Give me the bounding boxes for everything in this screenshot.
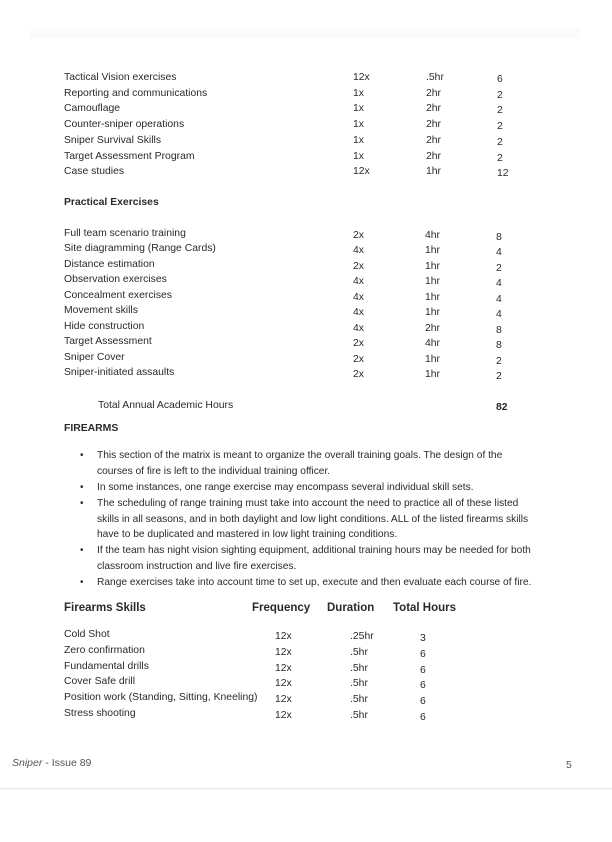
skill-cell: Movement skills xyxy=(64,305,138,317)
hours-cell: 6 xyxy=(497,74,503,85)
duration-cell: .5hr xyxy=(350,662,368,674)
duration-cell: 2hr xyxy=(426,150,442,162)
hours-cell: 8 xyxy=(496,340,502,352)
hours-cell: 6 xyxy=(420,664,426,676)
hours-cell: 2 xyxy=(497,105,503,117)
bullet-icon: • xyxy=(80,545,84,557)
duration-cell: .5hr xyxy=(350,646,368,658)
duration-cell: 1hr xyxy=(425,291,441,303)
bullet-item: • In some instances, one range exercise may encompass several individual skill sets. xyxy=(80,480,535,496)
hours-cell: 2 xyxy=(496,262,502,274)
duration-cell: 1hr xyxy=(425,245,441,257)
frequency-cell: 4x xyxy=(353,245,364,257)
skill-cell: Hide construction xyxy=(64,320,145,332)
skill-cell: Sniper Cover xyxy=(64,351,125,363)
bullet-icon: • xyxy=(80,450,84,461)
skill-cell: Zero confirmation xyxy=(64,644,145,656)
hours-cell: 12 xyxy=(497,168,509,180)
total-value: 82 xyxy=(496,402,508,413)
hours-cell: 4 xyxy=(496,293,502,305)
practical-exercises-heading: Practical Exercises xyxy=(64,197,159,208)
skill-cell: Full team scenario training xyxy=(64,228,186,239)
firearms-skills-header: Firearms Skills xyxy=(64,602,146,614)
frequency-cell: 1x xyxy=(353,119,364,131)
duration-cell: 4hr xyxy=(425,338,441,350)
duration-cell: .5hr xyxy=(350,710,368,721)
frequency-cell: 2x xyxy=(353,260,364,272)
frequency-cell: 2x xyxy=(353,230,364,241)
hours-cell: 3 xyxy=(420,633,426,644)
skill-cell: Sniper Survival Skills xyxy=(64,134,162,146)
total-label: Total Annual Academic Hours xyxy=(98,400,234,411)
duration-cell: 1hr xyxy=(425,353,441,365)
duration-cell: 2hr xyxy=(426,134,442,146)
frequency-cell: 2x xyxy=(353,369,364,381)
hours-cell: 2 xyxy=(497,136,503,148)
hours-cell: 6 xyxy=(420,696,426,708)
duration-cell: .5hr xyxy=(350,694,368,706)
duration-cell: 2hr xyxy=(426,103,442,115)
bullet-item: • Range exercises take into account time to set up, execute and then evaluate each course of fire. xyxy=(80,575,535,591)
duration-cell: 1hr xyxy=(426,166,442,178)
frequency-cell: 1x xyxy=(353,134,364,146)
frequency-cell: 12x xyxy=(275,710,292,721)
frequency-cell: 12x xyxy=(353,166,370,178)
bullet-icon: • xyxy=(80,481,84,493)
duration-cell: 2hr xyxy=(425,322,441,334)
firearms-heading: FIREARMS xyxy=(64,423,119,434)
hours-cell: 2 xyxy=(497,89,503,101)
skill-cell: Position work (Standing, Sitting, Kneeling) xyxy=(64,692,258,704)
hours-cell: 2 xyxy=(496,371,502,383)
frequency-cell: 4x xyxy=(353,322,364,334)
skill-cell: Case studies xyxy=(64,166,125,178)
frequency-header: Frequency xyxy=(252,602,311,614)
duration-cell: 1hr xyxy=(425,307,441,319)
scan-artifact xyxy=(30,28,580,38)
skill-cell: Stress shooting xyxy=(64,708,136,719)
hours-cell: 4 xyxy=(496,309,502,321)
page-number: 5 xyxy=(566,759,572,771)
skill-cell: Target Assessment Program xyxy=(64,150,195,162)
skill-cell: Cold Shot xyxy=(64,629,110,640)
hours-cell: 6 xyxy=(420,648,426,660)
skill-cell: Target Assessment xyxy=(64,336,152,348)
bullet-item: • This section of the matrix is meant to organize the overall training goals. The design of the courses of fire is left to the individual training officer. xyxy=(80,450,503,477)
bullet-icon: • xyxy=(80,497,84,509)
frequency-cell: 12x xyxy=(353,72,370,83)
skill-cell: Tactical Vision exercises xyxy=(64,72,177,83)
frequency-cell: 4x xyxy=(353,276,364,288)
bullet-item: • If the team has night vision sighting equipment, additional training hours may be needed for both classroom instruction and live fire exercises. xyxy=(80,545,531,572)
hours-cell: 6 xyxy=(420,680,426,692)
duration-cell: .5hr xyxy=(426,72,444,83)
hours-cell: 4 xyxy=(496,247,502,259)
frequency-cell: 1x xyxy=(353,150,364,162)
frequency-cell: 12x xyxy=(275,662,292,674)
bullet-icon: • xyxy=(80,577,84,589)
frequency-cell: 4x xyxy=(353,291,364,303)
frequency-cell: 2x xyxy=(353,338,364,350)
hours-cell: 8 xyxy=(496,232,502,243)
skill-cell: Fundamental drills xyxy=(64,660,149,672)
duration-cell: 4hr xyxy=(425,230,441,241)
footer-publication: Sniper - Issue 89 xyxy=(12,757,92,769)
frequency-cell: 12x xyxy=(275,694,292,706)
duration-cell: 2hr xyxy=(426,119,442,131)
hours-cell: 2 xyxy=(497,152,503,164)
skill-cell: Reporting and communications xyxy=(64,87,208,99)
duration-cell: .25hr xyxy=(350,631,374,642)
frequency-cell: 1x xyxy=(353,87,364,99)
bullet-item: • The scheduling of range training must take into account the need to practice all of these listed skills in all seasons, and in both daylight and low light conditions. ALL of the listed firearms skills have to be duplicated and mastered in low light training conditions. xyxy=(80,497,529,541)
frequency-cell: 4x xyxy=(353,307,364,319)
frequency-cell: 2x xyxy=(353,353,364,365)
scan-artifact-line xyxy=(0,788,612,789)
skill-cell: Counter-sniper operations xyxy=(64,119,185,131)
skill-cell: Distance estimation xyxy=(64,258,155,270)
duration-cell: 1hr xyxy=(425,369,441,381)
skill-cell: Cover Safe drill xyxy=(64,676,136,688)
skill-cell: Observation exercises xyxy=(64,274,167,286)
hours-cell: 6 xyxy=(420,712,426,723)
frequency-cell: 12x xyxy=(275,678,292,690)
hours-cell: 2 xyxy=(496,355,502,367)
duration-cell: 1hr xyxy=(425,276,441,288)
hours-cell: 8 xyxy=(496,324,502,336)
firearms-bullets xyxy=(80,448,535,591)
duration-header: Duration xyxy=(327,602,375,614)
frequency-cell: 12x xyxy=(275,646,292,658)
duration-cell: 2hr xyxy=(426,87,442,99)
total-hours-header: Total Hours xyxy=(393,602,457,614)
skill-cell: Sniper-initiated assaults xyxy=(64,367,175,379)
duration-cell: .5hr xyxy=(350,678,368,690)
hours-cell: 4 xyxy=(496,278,502,290)
skill-cell: Site diagramming (Range Cards) xyxy=(64,243,216,255)
frequency-cell: 1x xyxy=(353,103,364,115)
skill-cell: Camouflage xyxy=(64,103,121,115)
frequency-cell: 12x xyxy=(275,631,292,642)
duration-cell: 1hr xyxy=(425,260,441,272)
hours-cell: 2 xyxy=(497,121,503,133)
skill-cell: Concealment exercises xyxy=(64,289,172,301)
